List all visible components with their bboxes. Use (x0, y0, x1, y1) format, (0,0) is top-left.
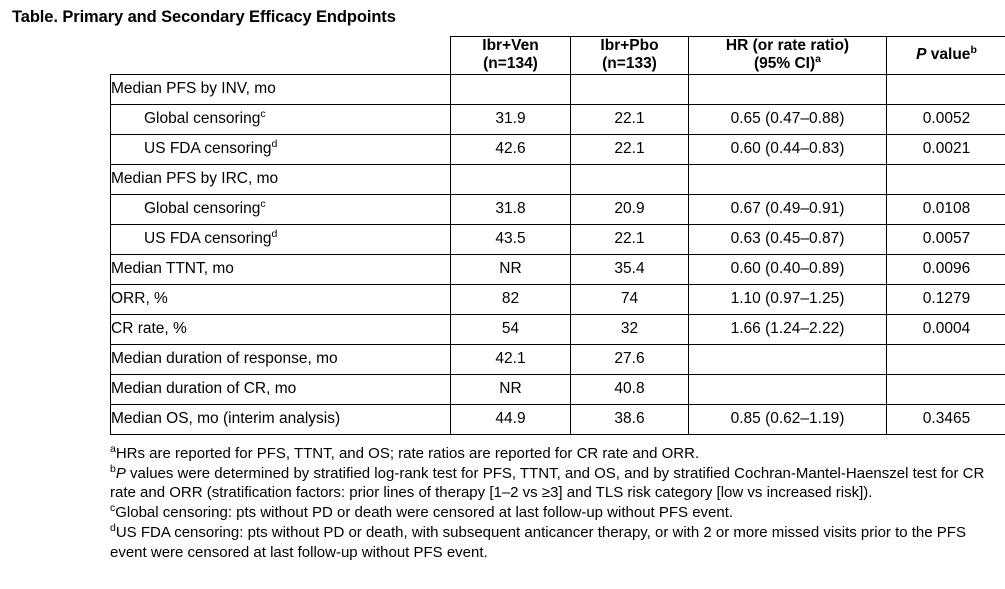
row-label (111, 374, 451, 404)
cell-ibrven: 43.5 (451, 224, 571, 254)
header-ibrven-line2: (n=134) (483, 55, 538, 73)
cell-pvalue: 0.0021 (887, 134, 1005, 164)
header-hr-line2: (95% CI) (754, 55, 816, 73)
row-label-text: Median duration of CR, mo (111, 380, 297, 398)
footnote-b-marker: b (110, 462, 116, 475)
cell-pvalue (887, 344, 1005, 374)
row-label-text: Median TTNT, mo (111, 260, 234, 278)
row-label-text: Median PFS by IRC, mo (111, 170, 279, 188)
cell-hr: 0.85 (0.62–1.19) (689, 404, 887, 434)
table-row (111, 194, 1005, 224)
row-label-text: US FDA censoring (144, 230, 272, 248)
header-ibrven-line1: Ibr+Ven (482, 37, 539, 54)
footnote-a-marker: a (110, 442, 116, 455)
cell-ibrpbo: 20.9 (571, 194, 689, 224)
cell-ibrven: 42.1 (451, 344, 571, 374)
row-label-text: US FDA censoring (144, 140, 272, 158)
row-label-text: Median OS, mo (interim analysis) (111, 410, 341, 428)
header-ibrpbo-line2: (n=133) (602, 55, 657, 73)
cell-ibrpbo: 74 (571, 284, 689, 314)
row-label (111, 254, 451, 284)
table-row (111, 254, 1005, 284)
cell-ibrven: 54 (451, 314, 571, 344)
cell-ibrpbo: 40.8 (571, 374, 689, 404)
cell-hr (689, 74, 887, 104)
row-label-text: Global censoring (144, 110, 261, 128)
cell-pvalue: 0.1279 (887, 284, 1005, 314)
table-row (111, 284, 1005, 314)
cell-ibrven: NR (451, 254, 571, 284)
table-row (111, 344, 1005, 374)
cell-ibrven: 31.9 (451, 104, 571, 134)
table-body (111, 74, 1005, 434)
header-ibrpbo (571, 37, 689, 75)
row-label (111, 134, 451, 164)
footnote-b (110, 464, 1005, 504)
cell-ibrpbo (571, 74, 689, 104)
cell-hr: 0.60 (0.44–0.83) (689, 134, 887, 164)
table-header (111, 37, 1005, 75)
cell-ibrpbo: 35.4 (571, 254, 689, 284)
header-hr (689, 37, 887, 75)
cell-ibrpbo: 32 (571, 314, 689, 344)
footnote-b-text: values were determined by stratified log-rank test for PFS, TTNT, and OS, and by stratified Cochran-Mantel-Haenszel test for CR rate and ORR (stratification factors: prior lines of therapy [1–2 vs ≥3] and TLS risk category [low vs increased risk]). (110, 464, 985, 502)
row-label-text: Global censoring (144, 200, 261, 218)
footnote-d-marker: d (110, 522, 116, 535)
cell-pvalue: 0.3465 (887, 404, 1005, 434)
cell-pvalue: 0.0108 (887, 194, 1005, 224)
row-label (111, 164, 451, 194)
cell-hr: 0.60 (0.40–0.89) (689, 254, 887, 284)
cell-pvalue (887, 374, 1005, 404)
table-row (111, 314, 1005, 344)
row-label-text: ORR, % (111, 290, 168, 308)
header-row (111, 37, 1005, 75)
row-label (111, 104, 451, 134)
footnote-a-text: HRs are reported for PFS, TTNT, and OS; rate ratios are reported for CR rate and ORR. (115, 444, 700, 462)
row-label-text: CR rate, % (111, 320, 187, 338)
cell-ibrpbo: 22.1 (571, 104, 689, 134)
row-label-superscript: d (271, 228, 278, 240)
efficacy-table (110, 36, 1005, 435)
row-label (111, 404, 451, 434)
header-ibrven (451, 37, 571, 75)
cell-ibrpbo: 22.1 (571, 224, 689, 254)
cell-pvalue: 0.0057 (887, 224, 1005, 254)
cell-pvalue: 0.0052 (887, 104, 1005, 134)
header-pvalue-italic: P (916, 46, 927, 64)
table-caption: Table. Primary and Secondary Efficacy Endpoints (12, 8, 396, 26)
footnote-a (110, 444, 1005, 464)
footnote-c-text: Global censoring: pts without PD or death were censored at last follow-up without PFS event. (115, 504, 734, 522)
table-row (111, 104, 1005, 134)
table-row (111, 404, 1005, 434)
header-pvalue-rest: value (926, 46, 971, 64)
cell-ibrpbo (571, 164, 689, 194)
cell-hr: 1.66 (1.24–2.22) (689, 314, 887, 344)
row-label (111, 314, 451, 344)
cell-ibrven (451, 74, 571, 104)
header-hr-line1: HR (or rate ratio) (725, 37, 850, 54)
footnote-c (110, 503, 1005, 523)
table-row (111, 164, 1005, 194)
footnote-d-text: US FDA censoring: pts without PD or death, with subsequent anticancer therapy, or with 2 or more missed visits prior to the PFS event were censored at last follow-up without PFS event. (110, 524, 966, 562)
header-pvalue (887, 37, 1005, 75)
cell-ibrpbo: 27.6 (571, 344, 689, 374)
row-label (111, 284, 451, 314)
footnote-d (110, 523, 1005, 563)
cell-pvalue: 0.0004 (887, 314, 1005, 344)
cell-hr (689, 374, 887, 404)
cell-hr (689, 164, 887, 194)
cell-hr: 1.10 (0.97–1.25) (689, 284, 887, 314)
cell-ibrven: 42.6 (451, 134, 571, 164)
cell-ibrven: NR (451, 374, 571, 404)
row-label-text: Median duration of response, mo (111, 350, 338, 368)
footnote-c-marker: c (110, 502, 116, 515)
cell-ibrpbo: 22.1 (571, 134, 689, 164)
cell-ibrven (451, 164, 571, 194)
footnotes (110, 435, 1005, 564)
cell-ibrven: 44.9 (451, 404, 571, 434)
cell-pvalue: 0.0096 (887, 254, 1005, 284)
row-label (111, 224, 451, 254)
row-label-text: Median PFS by INV, mo (111, 80, 276, 98)
row-label (111, 194, 451, 224)
cell-hr: 0.65 (0.47–0.88) (689, 104, 887, 134)
row-label (111, 74, 451, 104)
table-row (111, 134, 1005, 164)
footnote-b-italic-lead: P (115, 464, 126, 482)
row-label (111, 344, 451, 374)
header-pvalue-superscript: b (970, 43, 977, 56)
table-row (111, 74, 1005, 104)
cell-hr: 0.67 (0.49–0.91) (689, 194, 887, 224)
cell-hr (689, 344, 887, 374)
row-label-superscript: c (260, 108, 266, 120)
row-label-superscript: d (271, 138, 278, 150)
cell-ibrven: 31.8 (451, 194, 571, 224)
cell-hr: 0.63 (0.45–0.87) (689, 224, 887, 254)
row-label-superscript: c (260, 198, 266, 210)
cell-pvalue (887, 74, 1005, 104)
table-row (111, 224, 1005, 254)
table-row (111, 374, 1005, 404)
header-blank-cell (111, 37, 451, 75)
cell-pvalue (887, 164, 1005, 194)
header-ibrpbo-line1: Ibr+Pbo (600, 37, 659, 54)
cell-ibrven: 82 (451, 284, 571, 314)
cell-ibrpbo: 38.6 (571, 404, 689, 434)
header-hr-superscript: a (815, 53, 821, 66)
